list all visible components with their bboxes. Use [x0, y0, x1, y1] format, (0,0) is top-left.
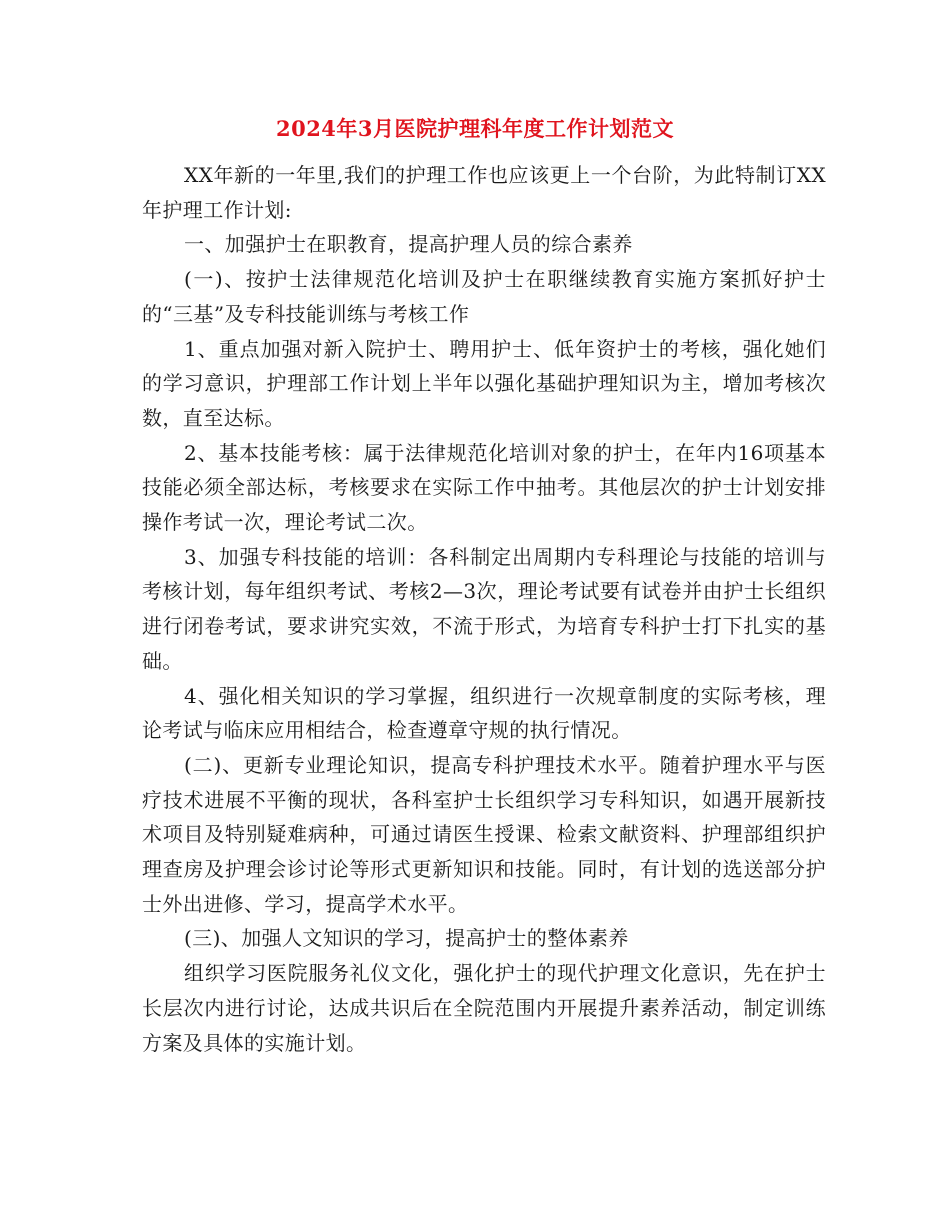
list-item-1: 1、重点加强对新入院护士、聘用护士、低年资护士的考核，强化她们的学习意识，护理部工作计划上半年以强化基础护理知识为主，增加考核次数，直至达标。 [142, 336, 826, 430]
subsection-heading-3: (三)、加强人文知识的学习，提高护士的整体素养 [184, 926, 629, 951]
list-item-2: 2、基本技能考核：属于法律规范化培训对象的护士，在年内16项基本技能必须全部达标，考核要求在实际工作中抽考。其他层次的护士计划安排操作考试一次，理论考试二次。 [142, 440, 826, 535]
list-item-4: 4、强化相关知识的学习掌握，组织进行一次规章制度的实际考核，理论考试与临床应用相结合，检查遵章守规的执行情况。 [142, 683, 826, 743]
section-heading-1: 一、加强护士在职教育，提高护理人员的综合素养 [184, 232, 633, 257]
document-body [142, 158, 826, 1060]
list-item-3: 3、加强专科技能的培训：各科制定出周期内专科理论与技能的培训与考核计划，每年组织考试、考核2—3次，理论考试要有试卷并由护士长组织进行闭卷考试，要求讲究实效，不流于形式，为培育专科护士打下扎实的基础。 [142, 544, 826, 673]
document-title: 2024年3月医院护理科年度工作计划范文 [275, 116, 675, 141]
paragraph-closing: 组织学习医院服务礼仪文化，强化护士的现代护理文化意识，先在护士长层次内进行讨论，达成共识后在全院范围内开展提升素养活动，制定训练方案及具体的实施计划。 [142, 961, 826, 1055]
paragraph-intro: XX年新的一年里,我们的护理工作也应该更上一个台阶，为此特制订XX年护理工作计划: [142, 163, 826, 222]
subsection-heading-1: (一)、按护士法律规范化培训及护士在职继续教育实施方案抓好护士的“三基”及专科技能训练与考核工作 [142, 267, 826, 326]
subsection-heading-2: (二)、更新专业理论知识，提高专科护理技术水平。随着护理水平与医疗技术进展不平衡的现状，各科室护士长组织学习专科知识，如遇开展新技术项目及特别疑难病种，可通过请医生授课、检索文献资料、护理部组织护理查房及护理会诊讨论等形式更新知识和技能。同时，有计划的选送部分护士外出进修、学习，提高学术水平。 [142, 752, 826, 916]
